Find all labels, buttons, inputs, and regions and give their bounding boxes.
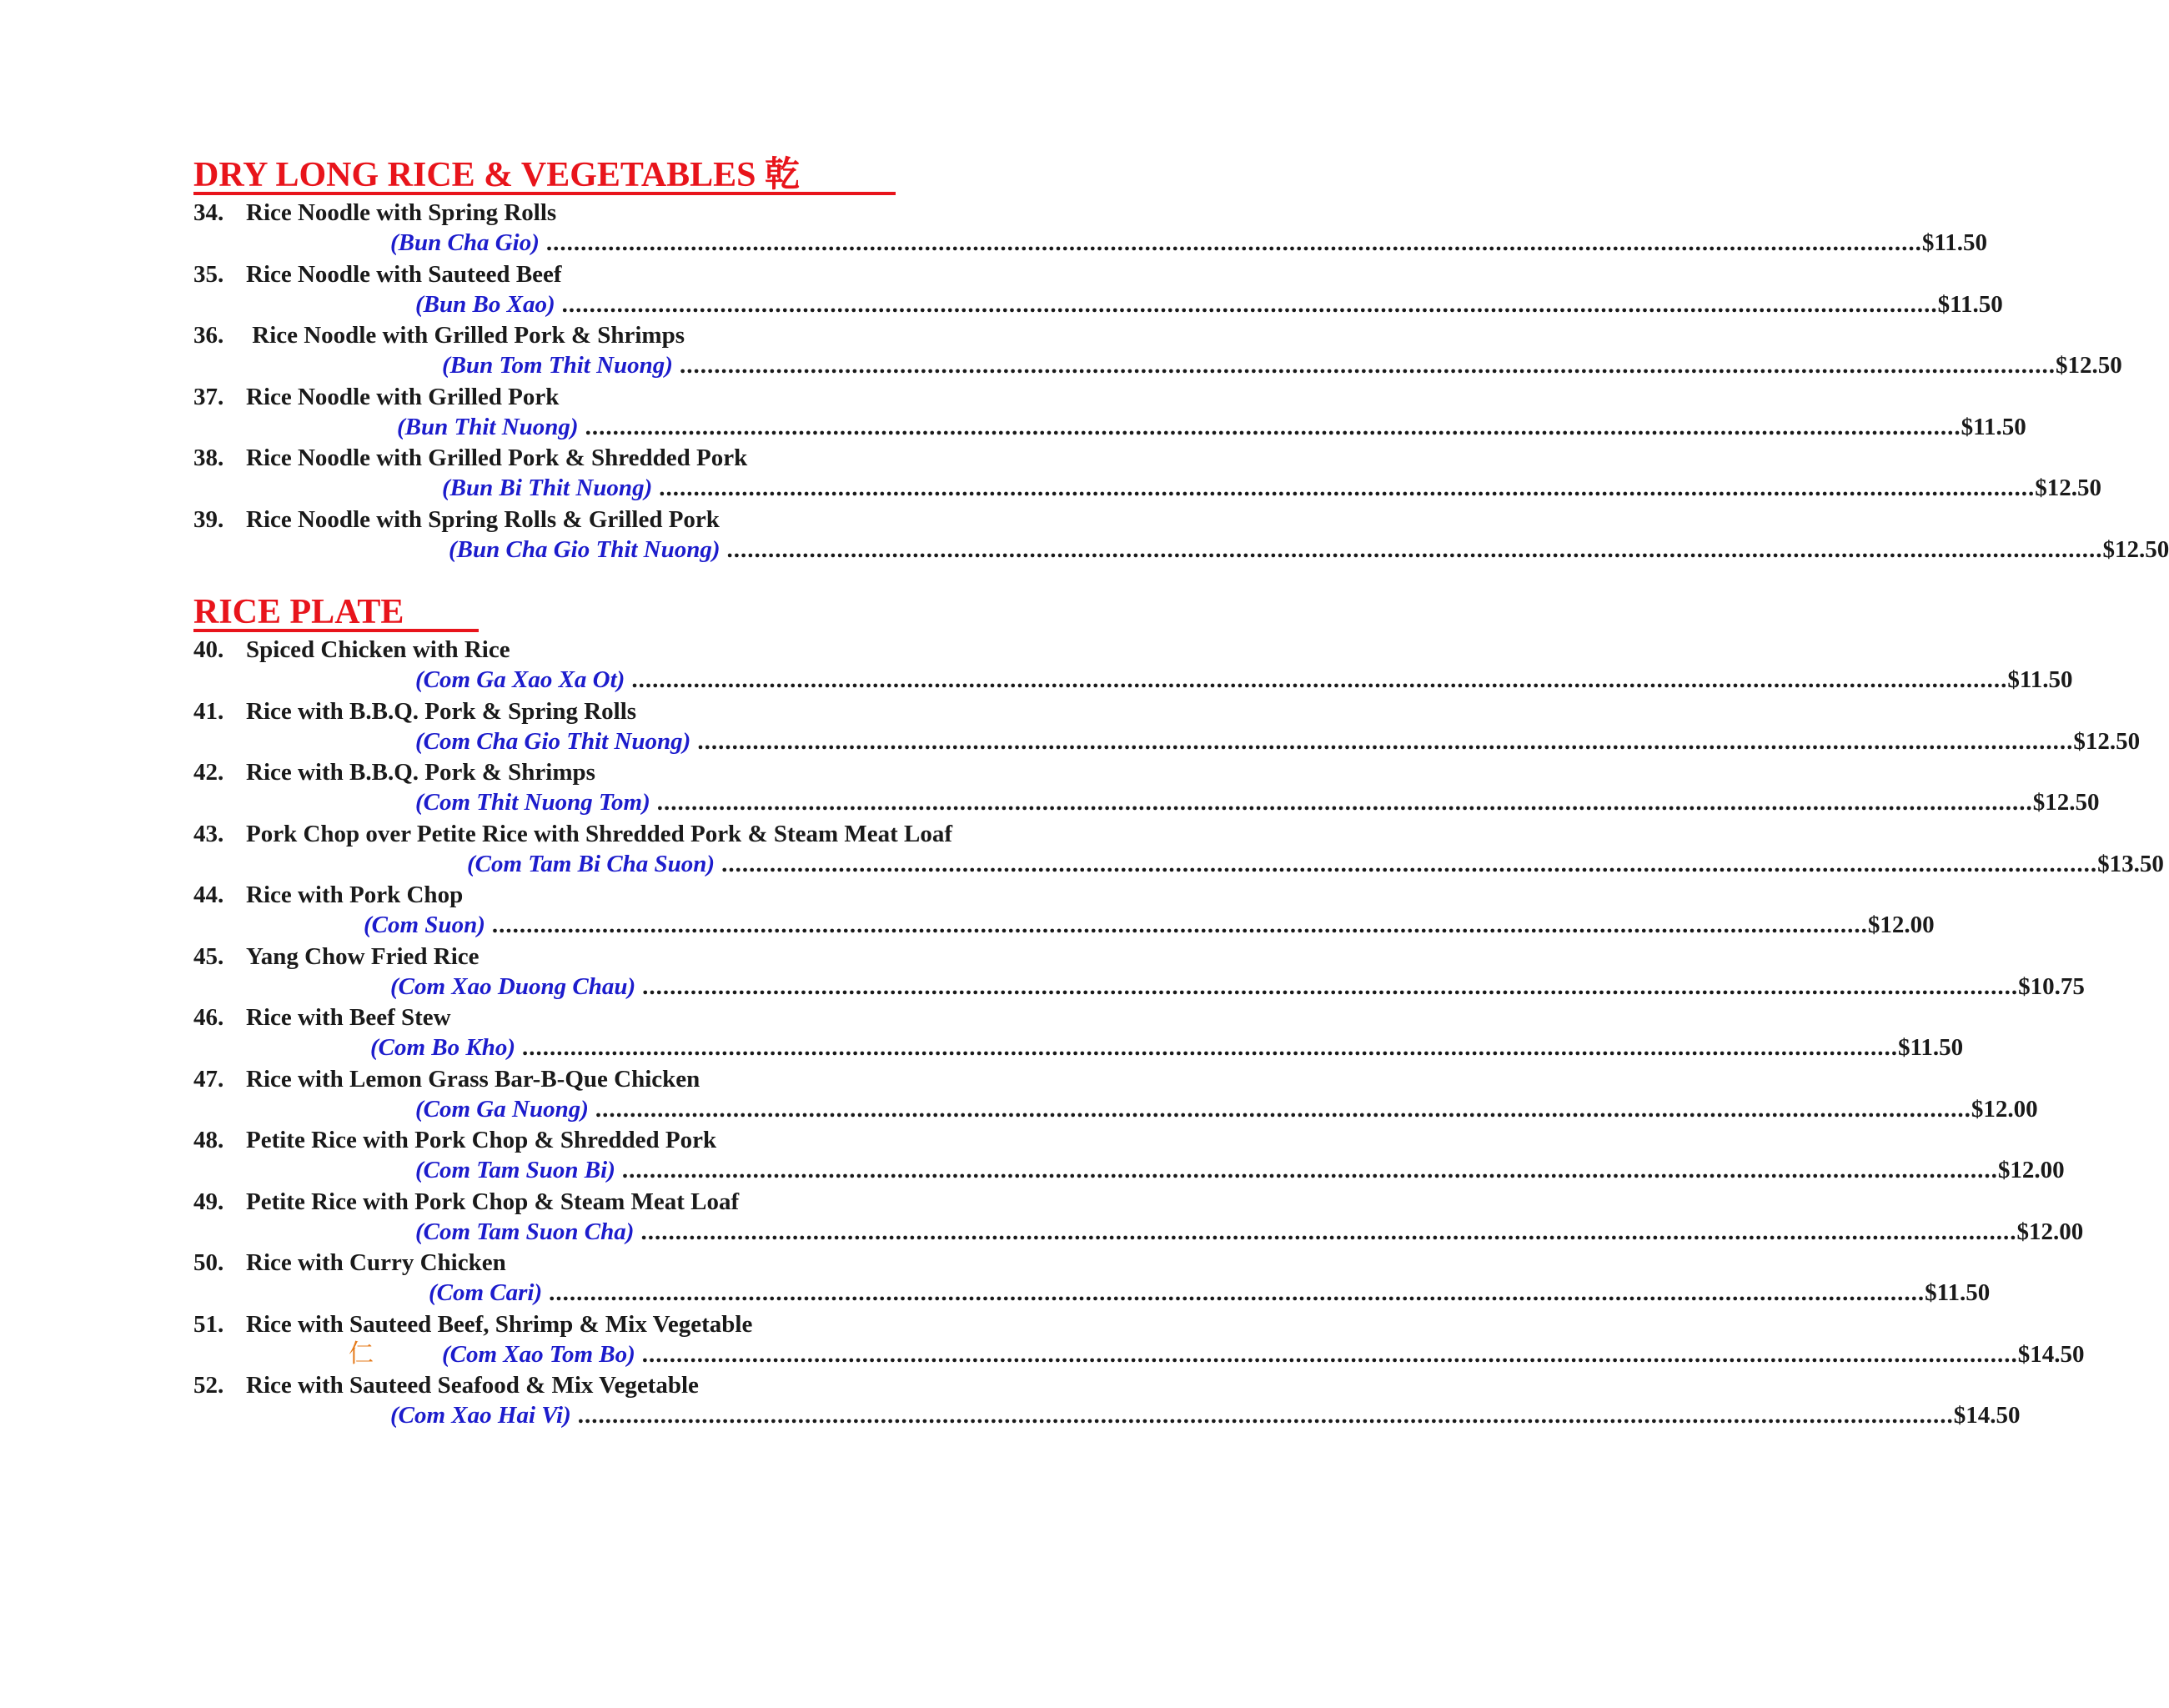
item-name: Rice Noodle with Grilled Pork xyxy=(246,383,560,410)
dot-leader: ........................................................................................................................................................................................................ xyxy=(549,1279,1925,1306)
menu-item xyxy=(193,941,2085,1002)
item-vietnamese-name: (Com Ga Nuong) xyxy=(415,1095,589,1123)
menu-item xyxy=(193,319,2122,381)
item-vietnamese-name: (Com Tam Suon Bi) xyxy=(415,1157,615,1183)
menu-item xyxy=(193,197,1988,259)
item-vietnamese-name: (Com Suon) xyxy=(364,912,485,938)
item-header xyxy=(193,1248,506,1277)
item-price: $12.50 xyxy=(2102,535,2169,563)
item-detail xyxy=(442,351,2122,379)
item-header xyxy=(193,444,747,472)
dot-leader: ........................................................................................................................................................................................................ xyxy=(726,535,2103,563)
dot-leader: ........................................................................................................................................................................................................ xyxy=(659,475,2036,501)
menu-item xyxy=(193,1063,2038,1125)
item-price: $13.50 xyxy=(2097,850,2164,877)
item-name: Rice with Pork Chop xyxy=(246,882,464,908)
item-number: 35. xyxy=(193,260,224,288)
section-title-text: DRY LONG RICE & VEGETABLES 乾 xyxy=(193,156,801,194)
item-name: Petite Rice with Pork Chop & Shredded Pork xyxy=(246,1127,717,1153)
item-header xyxy=(193,1310,752,1339)
menu-item xyxy=(193,1002,1964,1063)
dot-leader: ........................................................................................................................................................................................................ xyxy=(642,972,2019,1000)
menu-item-list xyxy=(193,634,2164,1431)
dot-leader: ........................................................................................................................................................................................................ xyxy=(491,912,1868,938)
item-detail xyxy=(390,972,2085,1001)
item-price: $11.50 xyxy=(1898,1034,1964,1061)
item-vietnamese-name: (Com Xao Duong Chau) xyxy=(390,972,636,1000)
item-detail xyxy=(370,1033,1964,1062)
item-header xyxy=(193,321,685,349)
dot-leader: ........................................................................................................................................................................................................ xyxy=(641,1340,2018,1368)
item-name: Rice Noodle with Sauteed Beef xyxy=(246,260,562,288)
dot-leader: ........................................................................................................................................................................................................ xyxy=(595,1095,1971,1123)
section-dry-long-rice xyxy=(193,153,2169,565)
item-detail xyxy=(415,1095,2038,1123)
menu-item xyxy=(193,381,2026,443)
item-detail xyxy=(449,535,2169,564)
item-vietnamese-name: (Com Ga Xao Xa Ot) xyxy=(415,666,625,693)
menu-item xyxy=(193,879,1935,941)
item-detail xyxy=(415,788,2100,816)
item-vietnamese-name: (Bun Tom Thit Nuong) xyxy=(442,352,673,379)
dot-leader: ........................................................................................................................................................................................................ xyxy=(697,727,2074,755)
item-price: $12.50 xyxy=(2073,727,2141,755)
item-header xyxy=(193,198,556,227)
item-vietnamese-name: (Com Thit Nuong Tom) xyxy=(415,789,650,816)
dot-leader: ........................................................................................................................................................................................................ xyxy=(721,850,2098,877)
item-price: $14.50 xyxy=(2017,1340,2085,1368)
item-price: $11.50 xyxy=(2007,666,2073,693)
item-price: $12.50 xyxy=(2035,475,2101,501)
item-header xyxy=(193,1371,699,1399)
item-number: 51. xyxy=(193,1310,224,1338)
item-number: 40. xyxy=(193,636,224,663)
item-detail xyxy=(415,666,2073,694)
item-number: 37. xyxy=(193,383,224,410)
item-vietnamese-name: (Com Bo Kho) xyxy=(370,1034,516,1061)
item-number: 49. xyxy=(193,1188,224,1215)
item-header xyxy=(193,758,595,786)
item-name: Rice Noodle with Spring Rolls & Grilled Pork xyxy=(246,505,720,533)
chinese-character-mark: 仁 xyxy=(349,1339,374,1369)
dot-leader: ........................................................................................................................................................................................................ xyxy=(621,1157,1998,1183)
item-header xyxy=(193,1126,716,1154)
item-header xyxy=(193,383,559,411)
menu-item xyxy=(193,756,2100,818)
item-number: 50. xyxy=(193,1249,224,1276)
item-number: 38. xyxy=(193,445,224,471)
item-vietnamese-name: (Com Xao Tom Bo) xyxy=(442,1340,635,1368)
item-number: 39. xyxy=(193,505,224,533)
item-price: $12.50 xyxy=(2055,352,2122,379)
menu-item xyxy=(193,1124,2065,1186)
item-detail xyxy=(390,229,1988,257)
item-name: Rice with Beef Stew xyxy=(246,1004,451,1031)
item-vietnamese-name: (Bun Cha Gio) xyxy=(390,229,540,256)
item-header xyxy=(193,942,479,971)
item-vietnamese-name: (Com Cha Gio Thit Nuong) xyxy=(415,727,691,755)
menu-item xyxy=(193,634,2073,696)
item-price: $11.50 xyxy=(1925,1279,1991,1306)
item-header xyxy=(193,697,636,726)
item-number: 36. xyxy=(193,322,224,349)
item-vietnamese-name: (Bun Bo Xao) xyxy=(415,290,555,318)
item-price: $11.50 xyxy=(1921,229,1988,256)
section-title-text: RICE PLATE xyxy=(193,593,404,631)
dot-leader: ........................................................................................................................................................................................................ xyxy=(585,413,1961,440)
dot-leader: ........................................................................................................................................................................................................ xyxy=(577,1402,1954,1429)
item-detail xyxy=(415,1218,2084,1246)
item-name: Rice with Sauteed Beef, Shrimp & Mix Vegetable xyxy=(246,1310,753,1338)
menu-item xyxy=(193,1309,2085,1370)
menu-item xyxy=(193,818,2164,880)
item-name: Rice Noodle with Grilled Pork & Shrimps xyxy=(246,322,685,349)
item-price: $12.00 xyxy=(1971,1095,2038,1123)
item-detail xyxy=(467,850,2164,878)
item-vietnamese-name: (Bun Bi Thit Nuong) xyxy=(442,475,653,501)
menu-item xyxy=(193,1247,1991,1309)
item-price: $14.50 xyxy=(1953,1402,2021,1429)
item-name: Pork Chop over Petite Rice with Shredded Pork & Steam Meat Loaf xyxy=(246,820,953,847)
item-number: 48. xyxy=(193,1127,224,1153)
item-number: 45. xyxy=(193,942,224,970)
item-name: Rice with B.B.Q. Pork & Shrimps xyxy=(246,759,595,786)
item-vietnamese-name: (Com Tam Suon Cha) xyxy=(415,1218,635,1245)
item-price: $12.00 xyxy=(1867,912,1935,938)
item-detail xyxy=(442,1340,2085,1369)
item-detail xyxy=(442,474,2101,502)
item-number: 46. xyxy=(193,1004,224,1031)
item-name: Rice with Sauteed Seafood & Mix Vegetable xyxy=(246,1372,699,1399)
dot-leader: ........................................................................................................................................................................................................ xyxy=(656,789,2033,816)
dot-leader: ........................................................................................................................................................................................................ xyxy=(640,1218,2017,1245)
item-name: Petite Rice with Pork Chop & Steam Meat Loaf xyxy=(246,1188,740,1215)
item-vietnamese-name: (Bun Cha Gio Thit Nuong) xyxy=(449,535,720,563)
item-detail xyxy=(415,727,2141,756)
item-header xyxy=(193,881,463,909)
menu-item xyxy=(193,1186,2084,1248)
item-number: 47. xyxy=(193,1065,224,1093)
dot-leader: ........................................................................................................................................................................................................ xyxy=(679,352,2056,379)
menu-item xyxy=(193,259,2003,320)
item-name: Spiced Chicken with Rice xyxy=(246,636,510,663)
item-detail xyxy=(390,1401,2021,1429)
item-name: Yang Chow Fried Rice xyxy=(246,942,479,970)
item-number: 41. xyxy=(193,697,224,725)
menu-item xyxy=(193,504,2169,565)
item-name: Rice with B.B.Q. Pork & Spring Rolls xyxy=(246,697,637,725)
menu-item xyxy=(193,442,2101,504)
dot-leader: ........................................................................................................................................................................................................ xyxy=(522,1034,1899,1061)
item-vietnamese-name: (Com Tam Bi Cha Suon) xyxy=(467,850,715,877)
item-price: $10.75 xyxy=(2018,972,2085,1000)
section-title xyxy=(193,153,1127,197)
menu-item xyxy=(193,696,2141,757)
item-number: 42. xyxy=(193,759,224,786)
section-rice-plate xyxy=(193,590,2164,1431)
item-name: Rice Noodle with Spring Rolls xyxy=(246,199,557,226)
item-vietnamese-name: (Bun Thit Nuong) xyxy=(397,413,579,440)
dot-leader: ........................................................................................................................................................................................................ xyxy=(561,290,1938,318)
item-vietnamese-name: (Com Xao Hai Vi) xyxy=(390,1402,571,1429)
item-header xyxy=(193,635,510,664)
section-title xyxy=(193,590,1127,634)
menu-item-list xyxy=(193,197,2169,565)
item-price: $12.50 xyxy=(2032,789,2100,816)
item-vietnamese-name: (Com Cari) xyxy=(429,1279,543,1306)
item-price: $11.50 xyxy=(1961,413,2026,440)
item-price: $12.00 xyxy=(2016,1218,2084,1245)
item-number: 52. xyxy=(193,1372,224,1399)
item-header xyxy=(193,1003,451,1032)
dot-leader: ........................................................................................................................................................................................................ xyxy=(631,666,2008,693)
item-header xyxy=(193,260,562,289)
item-header xyxy=(193,820,952,848)
item-header xyxy=(193,1065,700,1093)
item-number: 34. xyxy=(193,199,224,226)
menu-item xyxy=(193,1369,2021,1431)
item-detail xyxy=(364,911,1935,939)
item-name: Rice with Lemon Grass Bar-B-Que Chicken xyxy=(246,1065,700,1093)
item-number: 44. xyxy=(193,882,224,908)
item-header xyxy=(193,1188,739,1216)
item-name: Rice with Curry Chicken xyxy=(246,1249,506,1276)
item-detail xyxy=(397,413,2026,441)
item-price: $12.00 xyxy=(1997,1157,2065,1183)
item-price: $11.50 xyxy=(1937,290,2003,318)
item-name: Rice Noodle with Grilled Pork & Shredded Pork xyxy=(246,445,748,471)
item-detail xyxy=(415,1156,2065,1184)
item-detail xyxy=(429,1278,1991,1307)
item-number: 43. xyxy=(193,820,224,847)
item-header xyxy=(193,505,720,534)
item-detail xyxy=(415,290,2003,319)
dot-leader: ........................................................................................................................................................................................................ xyxy=(545,229,1922,256)
